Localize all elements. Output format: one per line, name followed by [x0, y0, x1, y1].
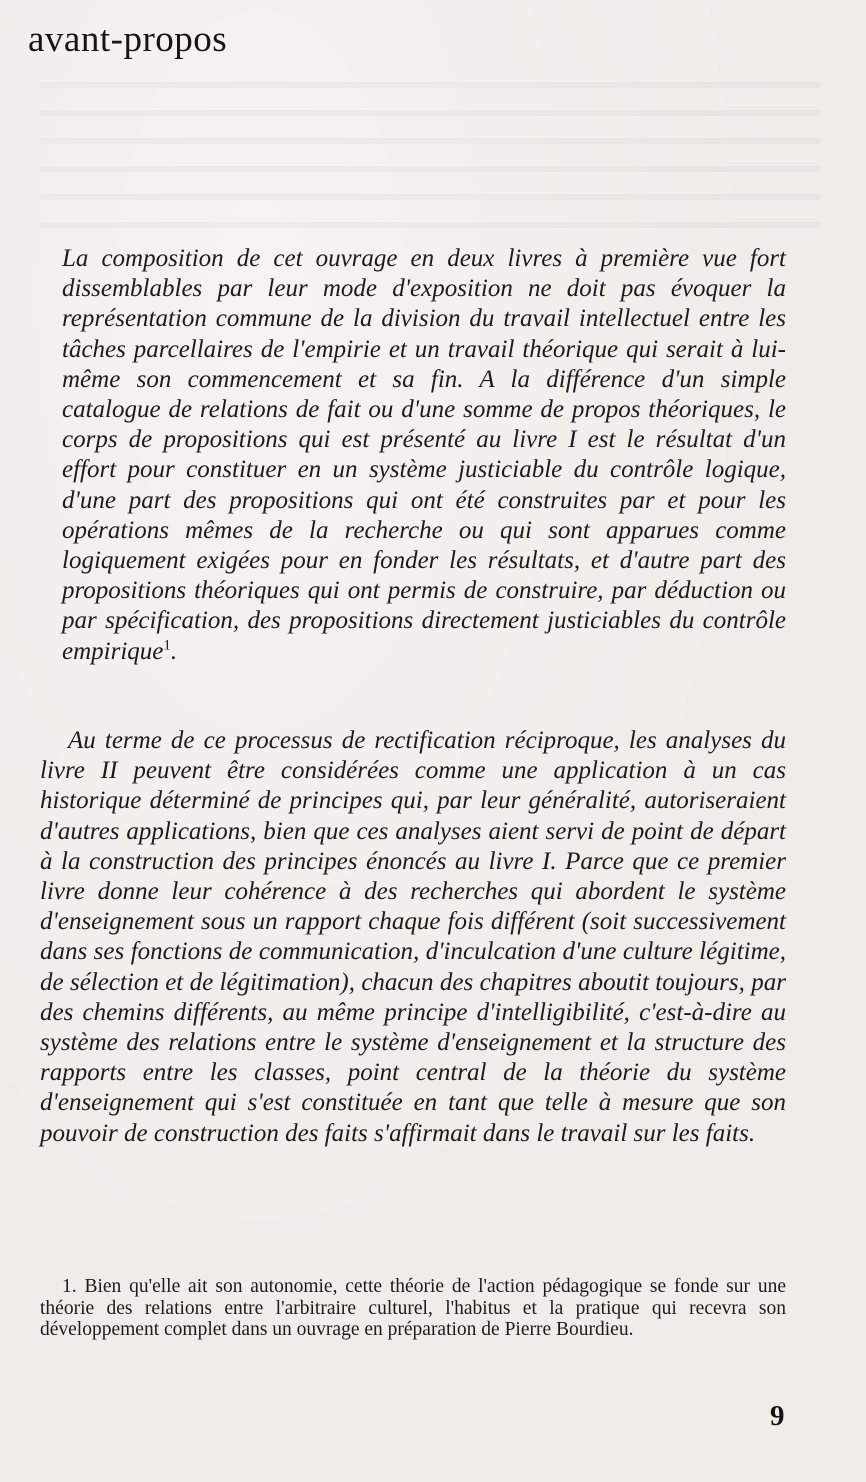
show-through-text [40, 60, 820, 240]
paragraph-1-text: La composition de cet ouvrage en deux livres à première vue fort dissemblables par leur mode d'exposition ne doit pas évoquer la représentation commune de la division du travail intellectuel entre les tâches parcellaires de l'empirie et un travail théorique qui serait à lui-même son commencement et sa fin. A la différence d'un simple catalogue de relations de fait ou d'une somme de propos théoriques, le corps de propositions qui est présenté au livre I est le résultat d'un effort pour constituer en un système justiciable du contrôle logique, d'une part des propositions qui ont été construites par et pour les opérations mêmes de la recherche ou qui sont apparues comme logiquement exigées pour en fonder les résultats, et d'autre part des propositions théoriques qui ont permis de construire, par déduction ou par spécification, des propositions directement justiciables du contrôle empirique$^1$. [62, 245, 786, 665]
footnote-reference[interactable]: 1 [163, 637, 171, 654]
section-heading: avant-propos [28, 19, 228, 60]
footnote: 1. Bien qu'elle ait son autonomie, cette théorie de l'action pédagogique se fonde sur une théorie des relations entre l'arbitraire culturel, l'habitus et la pratique qui recevra son développement complet dans un ouvrage en préparation de Pierre Bourdieu. [40, 1276, 786, 1340]
paragraph-1-content: La composition de cet ouvrage en deux livres à première vue fort dissemblables par leur mode d'exposition ne doit pas évoquer la représentation commune de la division du travail intellectuel entre les tâches parcellaires de l'empirie et un travail théorique qui serait à lui-même son commencement et sa fin. A la différence d'un simple catalogue de relations de fait ou d'une somme de propos théoriques, le corps de propositions qui est présenté au livre I est le résultat d'un effort pour constituer en un système justiciable du contrôle logique, d'une part des propositions qui ont été construites par et pour les opérations mêmes de la recherche ou qui sont apparues comme logiquement exigées pour en fonder les résultats, et d'autre part des propositions théoriques qui ont permis de construire, par déduction ou par spécification, des propositions directement justiciables du contrôle empirique [62, 245, 786, 665]
page-number: 9 [770, 1400, 785, 1432]
paragraph-1 [62, 244, 786, 667]
paragraph-2: Au terme de ce processus de rectification réciproque, les analyses du livre II peuvent être considérées comme une application à un cas historique déterminé de principes qui, par leur généralité, autoriseraient d'autres applications, bien que ces analyses aient servi de point de départ à la construction des principes énoncés au livre I. Parce que ce premier livre donne leur cohérence à des recherches qui abordent le système d'enseignement sous un rapport chaque fois différent (soit successivement dans ses fonctions de communication, d'inculcation d'une culture légitime, de sélection et de légitimation), chacun des chapitres aboutit toujours, par des chemins différents, au même principe d'intelligibilité, c'est-à-dire au système des relations entre le système d'enseignement et la structure des rapports entre les classes, point central de la théorie du système d'enseignement qui s'est constituée en tant que telle à mesure que son pouvoir de construction des faits s'affirmait dans le travail sur les faits. [40, 727, 786, 1147]
